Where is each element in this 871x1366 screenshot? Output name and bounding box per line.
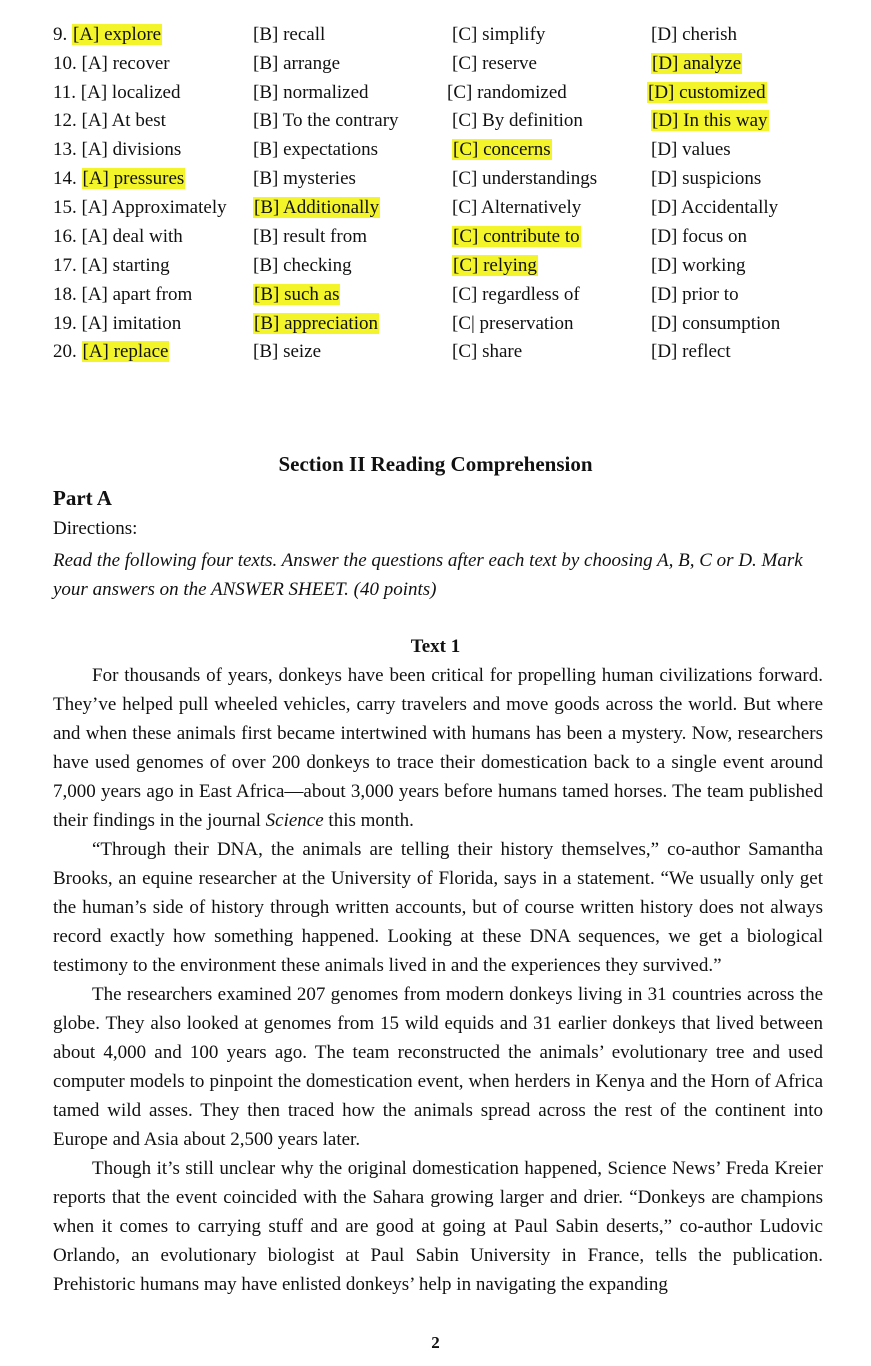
question-number: 15. — [53, 197, 77, 218]
option-label: [A] divisions — [81, 139, 182, 160]
question-row-17 — [0, 253, 871, 282]
question-row-11 — [0, 80, 871, 109]
option-label: [C] relying — [453, 255, 537, 276]
question-number: 12. — [53, 110, 77, 131]
option-c — [452, 253, 538, 279]
option-d — [647, 80, 767, 106]
option-a — [53, 282, 192, 308]
question-row-13 — [0, 137, 871, 166]
option-d: [D] working — [651, 255, 746, 276]
option-d: [D] values — [651, 139, 731, 160]
question-row-12 — [0, 108, 871, 137]
option-b: [B] recall — [253, 24, 326, 45]
option-c: [C] simplify — [452, 24, 546, 45]
option-label: [B] Additionally — [254, 197, 380, 218]
journal-name: Science — [265, 810, 324, 831]
option-b: [B] checking — [253, 255, 352, 276]
option-label: [A] recover — [81, 53, 170, 74]
option-b: [B] expectations — [253, 139, 379, 160]
option-label: [A] Approximately — [81, 197, 227, 218]
directions-text: Read the following four texts. Answer the questions after each text by choosing A, B, C or D. Mark your answers on the ANSWER SHEET. (40 points) — [53, 550, 803, 600]
option-c: [C] Alternatively — [452, 197, 582, 218]
option-label: [D] analyze — [652, 53, 742, 74]
option-d — [651, 108, 769, 134]
option-c: [C] share — [452, 341, 523, 362]
option-a — [53, 311, 181, 337]
section-title: Section II Reading Comprehension — [278, 452, 593, 476]
directions-label: Directions: — [53, 518, 138, 539]
paragraph-3: The researchers examined 207 genomes from modern donkeys living in 31 countries across the globe. They also looked at genomes from 15 wild equids and 31 earlier donkeys that lived between about 4,000 and 100 years ago. The team reconstructed the animals’ evolutionary tree and used computer models to pinpoint the domestication event, when herders in Kenya and the Horn of Africa tamed wild asses. They then traced how the animals spread across the rest of the continent into Europe and Asia about 2,500 years later. — [53, 984, 823, 1150]
option-b: [B] seize — [253, 341, 322, 362]
paragraph-4: Though it’s still unclear why the original domestication happened, Science News’ Freda Kreier reports that the event coincided with the Sahara growing larger and drier. “Donkeys are champions when it comes to carrying stuff and are good at going at Paul Sabin deserts,” co-author Ludovic Orlando, an evolutionary biologist at Paul Sabin University in France, tells the publication. Prehistoric humans may have enlisted donkeys’ help in navigating the expanding — [53, 1158, 823, 1295]
option-b: [B] normalized — [253, 82, 369, 103]
option-label: [A] replace — [82, 341, 169, 362]
option-b: [B] To the contrary — [253, 110, 399, 131]
option-c: [C] understandings — [452, 168, 598, 189]
text-title: Text 1 — [410, 636, 461, 657]
option-a — [53, 80, 181, 106]
option-d — [651, 51, 742, 77]
question-row-19 — [0, 311, 871, 340]
question-row-15 — [0, 195, 871, 224]
paragraph-1-text: For thousands of years, donkeys have been critical for propelling human civilizations forward. They’ve helped pull wheeled vehicles, carry travelers and move goods across the world. But where and when these animals first became intertwined with humans has been a mystery. Now, researchers have used genomes of over 200 donkeys to trace their domestication back to a single event around 7,000 years ago in East Africa—about 3,000 years before humans tamed horses. The team published their findings in the journal — [53, 665, 823, 831]
paragraph-1-end: this month. — [323, 810, 414, 831]
option-b — [253, 195, 380, 221]
paragraph-2: “Through their DNA, the animals are telling their history themselves,” co-author Samantha Brooks, an equine researcher at the University of Florida, says in a statement. “We usually only get the human’s side of history through written accounts, but of course written history does not always record exactly how something happened. Looking at these DNA sequences, we get a biological testimony to the environment these animals lived in and the experiences they survived.” — [53, 839, 823, 976]
paragraph-1 — [53, 661, 823, 835]
option-d: [D] reflect — [651, 341, 731, 362]
option-d: [D] consumption — [651, 313, 781, 334]
question-number: 19. — [53, 313, 77, 334]
option-a — [53, 253, 170, 279]
question-row-16 — [0, 224, 871, 253]
option-a — [53, 22, 162, 48]
option-a — [53, 224, 183, 250]
option-label: [C] concerns — [453, 139, 551, 160]
question-row-20 — [0, 339, 871, 368]
question-number: 18. — [53, 284, 77, 305]
option-label: [A] apart from — [81, 284, 193, 305]
question-number: 20. — [53, 341, 77, 362]
option-label: [A] starting — [81, 255, 170, 276]
question-number: 13. — [53, 139, 77, 160]
part-title: Part A — [53, 486, 112, 510]
question-number: 14. — [53, 168, 77, 189]
option-label: [A] At best — [81, 110, 166, 131]
option-label: [D] customized — [648, 82, 766, 103]
option-c: [C] reserve — [452, 53, 537, 74]
option-c: [C] regardless of — [452, 284, 580, 305]
option-d: [D] focus on — [651, 226, 748, 247]
option-label: [A] explore — [73, 24, 162, 45]
question-row-10 — [0, 51, 871, 80]
option-label: [B] such as — [254, 284, 340, 305]
option-b: [B] arrange — [253, 53, 341, 74]
question-row-14 — [0, 166, 871, 195]
option-a — [53, 108, 166, 134]
option-label: [A] localized — [80, 82, 181, 103]
option-label: [A] pressures — [82, 168, 185, 189]
option-b — [253, 311, 379, 337]
option-label: [A] deal with — [81, 226, 183, 247]
option-a — [53, 137, 181, 163]
option-a — [53, 195, 227, 221]
question-number: 9. — [53, 24, 68, 45]
question-number: 10. — [53, 53, 77, 74]
option-label: [A] imitation — [81, 313, 182, 334]
option-b — [253, 282, 340, 308]
option-d: [D] Accidentally — [651, 197, 779, 218]
option-c: [C| preservation — [452, 313, 574, 334]
option-b: [B] result from — [253, 226, 367, 247]
option-label: [B] appreciation — [254, 313, 378, 334]
option-c — [452, 137, 552, 163]
option-b: [B] mysteries — [253, 168, 356, 189]
question-row-18 — [0, 282, 871, 311]
option-label: [D] In this way — [652, 110, 768, 131]
question-number: 17. — [53, 255, 77, 276]
page-number: 2 — [431, 1333, 440, 1352]
option-d: [D] suspicions — [651, 168, 762, 189]
option-a — [53, 166, 185, 192]
passage-body — [53, 661, 823, 1299]
option-d: [D] cherish — [651, 24, 737, 45]
question-number: 16. — [53, 226, 77, 247]
option-c — [452, 224, 581, 250]
option-d: [D] prior to — [651, 284, 739, 305]
option-a — [53, 339, 169, 365]
option-label: [C] contribute to — [453, 226, 580, 247]
question-number: 11. — [53, 82, 77, 103]
option-c: [C] By definition — [452, 110, 583, 131]
question-row-9 — [0, 22, 871, 51]
option-a — [53, 51, 170, 77]
option-c: [C] randomized — [447, 82, 567, 103]
